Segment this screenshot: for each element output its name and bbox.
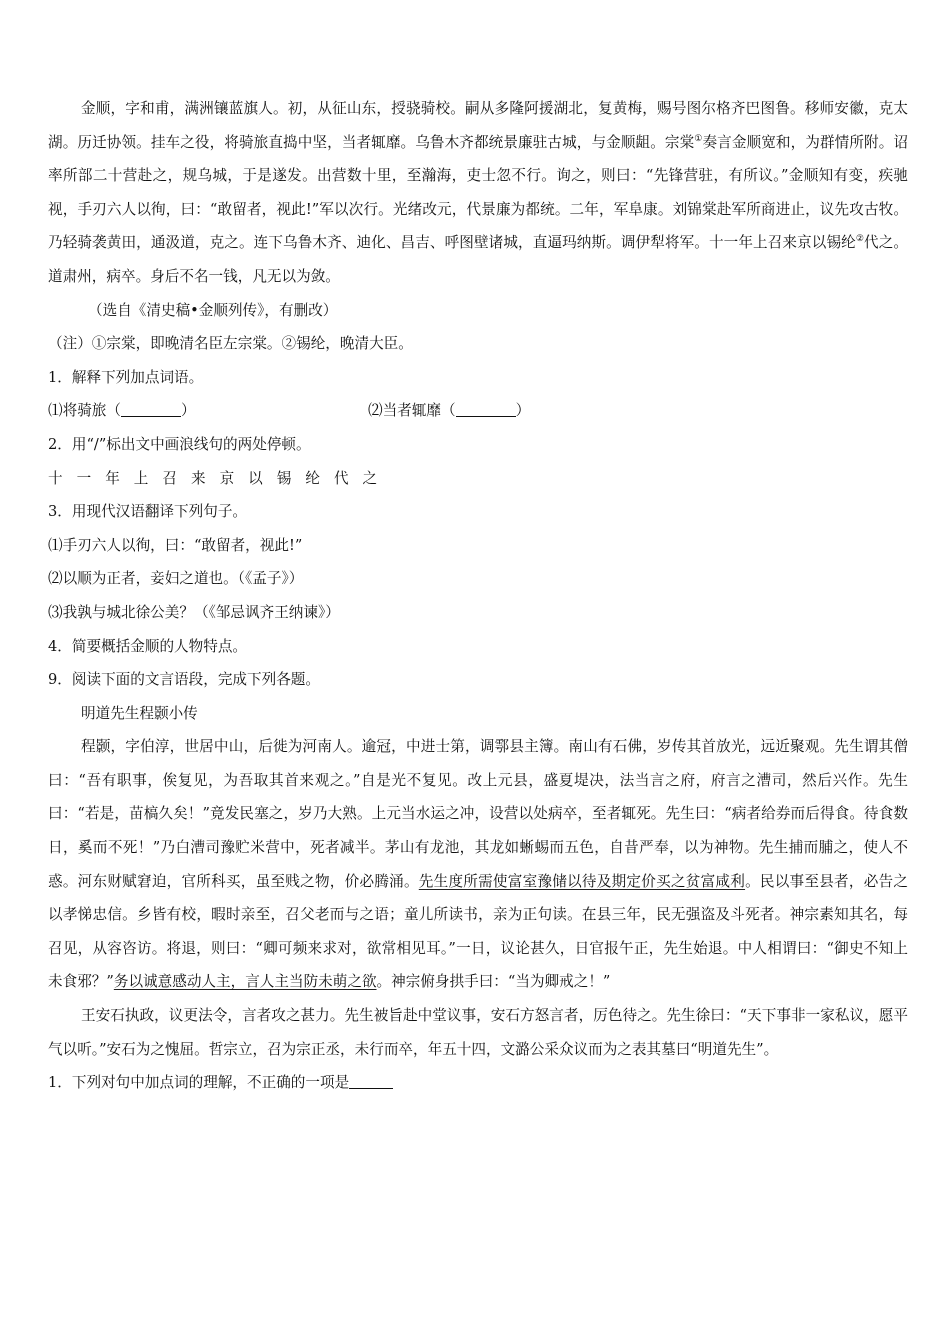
passage-text: 。神宗俯身拱手曰：“当为卿戒之！”	[376, 973, 611, 991]
document-page	[48, 92, 908, 1100]
passage-title: 明道先生程颢小传	[81, 704, 198, 722]
question-3: 3．用现代汉语翻译下列句子。	[48, 503, 248, 521]
question-3c: ⑶我孰与城北徐公美？（《邹忌讽齐王纳谏》）	[48, 603, 340, 621]
answer-blank[interactable]	[121, 402, 181, 417]
footnote-marker: ②	[855, 234, 865, 245]
underlined-sentence: 务以诚意感动人主，言人主当防未萌之欲	[113, 973, 377, 991]
footnote-marker: ①	[694, 133, 703, 144]
question-2-sentence: 十一年上召来京以锡纶代之	[48, 469, 392, 487]
question-text: 1．下列对句中加点词的理解，不正确的一项是	[48, 1074, 350, 1092]
bracket-close: ）	[180, 402, 196, 420]
section-9-question-1	[48, 1066, 908, 1100]
passage-jinshun	[48, 92, 908, 294]
question-1-items	[48, 394, 908, 428]
passage-text: 金顺，字和甫，满洲镶蓝旗人。初，从征山东，授骁骑校。嗣从多隆阿援湖北，复黄梅，赐号图尔格齐巴图鲁。移师安徽，克太湖。历迁协领。挂车之役，将骑旅直捣中坚，当者辄靡。乌鲁木齐都统景廉驻古城，与金顺龃。宗棠	[48, 100, 908, 151]
passage-notes: （注）①宗棠，即晚清名臣左宗棠。②锡纶，晚清大臣。	[48, 335, 413, 353]
passage-chenghao-p2: 王安石执政，议更法令，言者攻之甚力。先生被旨赴中堂议事，安石方怒言者，厉色待之。先生徐曰：“天下事非一家私议，愿平气以听。”安石为之愧屈。哲宗立，召为宗正丞，未行而卒，年五十四，文潞公采众议而为之表其墓曰“明道先生”。	[48, 1007, 908, 1058]
answer-blank[interactable]	[349, 1074, 393, 1089]
question-1a: ⑴将骑旅（	[48, 402, 121, 420]
passage-text: 代之。道肃州，病卒。身后不名一钱，凡无以为敛。	[48, 234, 908, 285]
question-4: 4．简要概括金顺的人物特点。	[48, 637, 248, 655]
passage-chenghao-p1	[48, 730, 908, 999]
passage-text: 奏言金顺宽和，为群情所附。诏率所部二十营赴之，规乌城，于是遂发。出营数十里，至瀚海，吏士忽不行。询之，则曰：“先锋营驻，有所议。”金顺知有变，疾驰视，手刃六人以徇，曰：“敢留者，视此!”军以次行。光绪改元，代景廉为都统。二年，军阜康。刘锦棠赴军所商进止，议先攻古牧。乃轻骑袭黄田，通汲道，克之。连下乌鲁木齐、迪化、昌吉、呼图壁诸城，直逼玛纳斯。调伊犁将军。十一年上召来京以锡纶	[48, 133, 908, 252]
underlined-sentence: 先生度所需使富室豫储以待及期定价买之贫富咸利	[418, 872, 746, 890]
section-9-heading: 9．阅读下面的文言语段，完成下列各题。	[48, 671, 320, 689]
passage-text: 。民以事至县者，必告之以孝悌忠信。乡皆有校，暇时亲至，召父老而与之语；童儿所读书，亲为正句读。在县三年，民无强盗及斗死者。神宗素知其名，每召见，从容咨访。将退，则曰：“卿可频来求对，欲常相见耳。”一日，议论甚久，日官报午正，先生始退。中人相谓曰：“御史不知上未食邪？”	[48, 872, 908, 991]
bracket-close: ）	[515, 402, 531, 420]
question-3b: ⑵以顺为正者，妾妇之道也。（《孟子》）	[48, 570, 304, 588]
passage-text: 程颢，字伯淳，世居中山，后徙为河南人。逾冠，中进士第，调鄠县主簿。南山有石佛，岁传其首放光，远近聚观。先生谓其僧曰：“吾有职事，俟复见，为吾取其首来观之。”自是光不复见。改上元县，盛夏堤决，法当言之府，府言之漕司，然后兴作。先生曰：“若是，苗槁久矣！”竟发民塞之，岁乃大熟。上元当水运之冲，设营以处病卒，至者辄死。先生曰：“病者给券而后得食。待食数日，奚而不死！”乃白漕司豫贮米营中，死者减半。茅山有龙池，其龙如蜥蜴而五色，自昔严奉，以为神物。先生捕而脯之，使人不惑。河东财赋窘迫，官所科买，虽至贱之物，价必腾涌。	[48, 738, 908, 890]
question-1: 1．解释下列加点词语。	[48, 368, 204, 386]
question-1b: ⑵当者辄靡（	[368, 402, 456, 420]
question-2: 2．用“/”标出文中画浪线句的两处停顿。	[48, 435, 311, 453]
passage-source: （选自《清史稿•金顺列传》，有删改）	[88, 301, 338, 319]
question-3a: ⑴手刃六人以徇，曰：“敢留者，视此!”	[48, 536, 303, 554]
answer-blank[interactable]	[456, 402, 516, 417]
